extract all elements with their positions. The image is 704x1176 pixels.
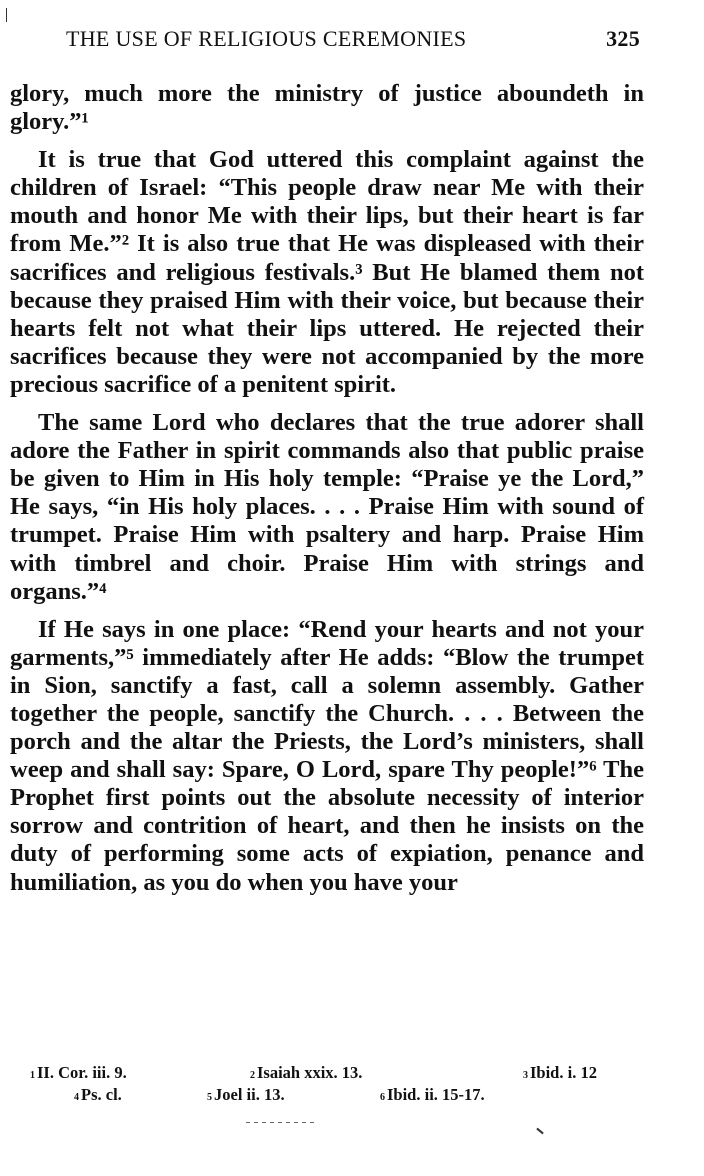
body-text — [10, 80, 644, 897]
scan-artifact — [536, 1128, 543, 1135]
footnote-text: Isaiah xxix. 13. — [257, 1063, 363, 1082]
paragraph-continued: glory, much more the ministry of justice aboundeth in glory.”¹ — [10, 80, 644, 136]
footnote — [207, 1085, 380, 1107]
paragraph: If He says in one place: “Rend your hearts and not your garments,”⁵ immediately after He adds: “Blow the trumpet in Sion, sanctify a fast, call a solemn assembly. Gather together the people, sanctify the Church. . . . Between the porch and the altar the Priests, the Lord’s ministers, shall weep and shall say: Spare, O Lord, spare Thy people!”⁶ The Prophet first points out the absolute necessity of interior sorrow and contrition of heart, and then he insists on the duty of performing some acts of expiation, penance and humiliation, as you do when you have your — [10, 615, 644, 896]
page-number: 325 — [606, 26, 640, 51]
footnotes — [30, 1063, 650, 1107]
footnote-text: II. Cor. iii. 9. — [37, 1063, 127, 1082]
paragraph: It is true that God uttered this complaint against the children of Israel: “This people draw near Me with their mouth and honor Me with their lips, but their heart is far from Me.”² It is also true that He was displeased with their sacrifices and religious festivals.³ But He blamed them not because they praised Him with their voice, but because their hearts felt not what their lips uttered. He rejected their sacrifices because they were not accompanied by the more precious sacrifice of a penitent spirit. — [10, 146, 644, 398]
paragraph: The same Lord who declares that the true adorer shall adore the Father in spirit commands also that public praise be given to Him in His holy temple: “Praise ye the Lord,” He says, “in His holy places. . . . Praise Him with sound of trumpet. Praise Him with psaltery and harp. Praise Him with timbrel and choir. Praise Him with strings and organs.”⁴ — [10, 409, 644, 605]
footnote-mark: 6 — [380, 1092, 385, 1103]
footnote-row — [30, 1063, 650, 1085]
footnote-mark: 4 — [74, 1092, 79, 1103]
footnote — [523, 1063, 597, 1085]
footnote — [380, 1085, 485, 1107]
footnote-mark: 5 — [207, 1092, 212, 1103]
footnote-text: Joel ii. 13. — [214, 1085, 285, 1104]
scan-artifact — [246, 1122, 318, 1123]
footnote — [74, 1085, 207, 1107]
footnote-text: Ps. cl. — [81, 1085, 122, 1104]
footnote-row — [30, 1085, 650, 1107]
scan-mark — [6, 8, 7, 22]
running-header — [66, 26, 640, 56]
footnote-text: Ibid. ii. 15-17. — [387, 1085, 485, 1104]
footnote-text: Ibid. i. 12 — [530, 1063, 597, 1082]
footnote-mark: 2 — [250, 1070, 255, 1081]
footnote-mark: 3 — [523, 1070, 528, 1081]
footnote — [250, 1063, 523, 1085]
running-title: THE USE OF RELIGIOUS CEREMONIES — [66, 26, 467, 51]
footnote-mark: 1 — [30, 1070, 35, 1081]
footnote — [30, 1063, 250, 1085]
